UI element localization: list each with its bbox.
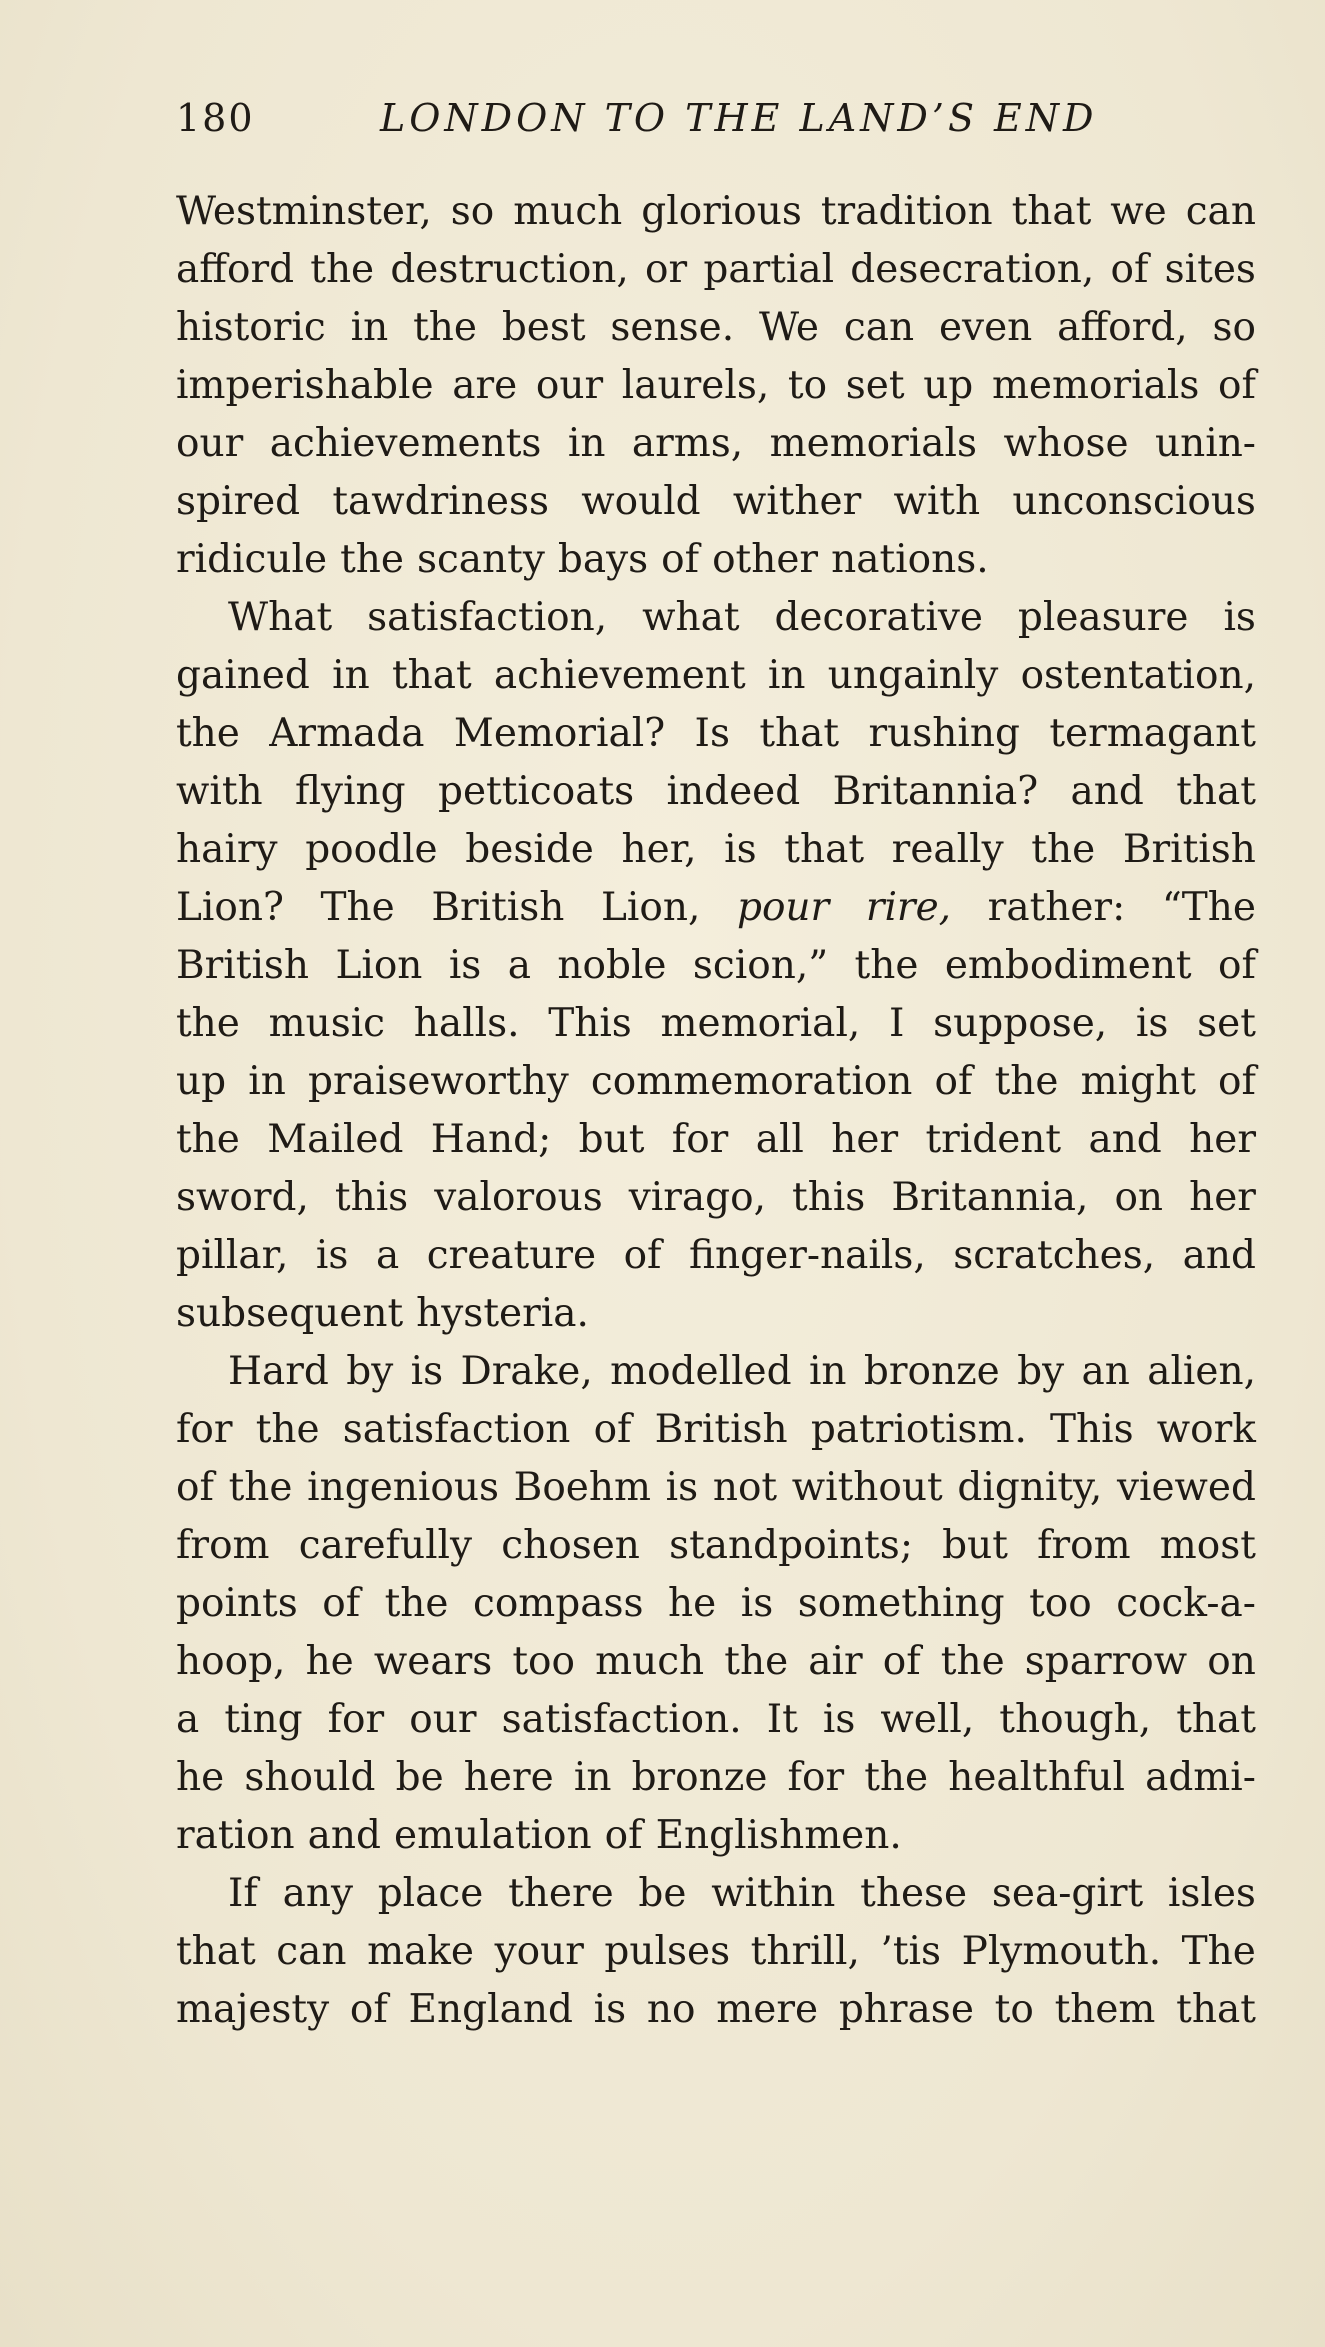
word: be xyxy=(638,1871,687,1916)
word: spired xyxy=(176,479,301,524)
word: destruction, xyxy=(390,247,629,292)
word: is xyxy=(1135,1001,1169,1046)
word: creature xyxy=(426,1233,597,1278)
word: is xyxy=(740,1581,774,1626)
text-line xyxy=(176,357,1256,415)
word: virago, xyxy=(628,1175,767,1220)
word: these xyxy=(860,1871,968,1916)
word: partial xyxy=(703,247,835,292)
word: bays xyxy=(557,537,649,582)
word: whose xyxy=(1003,421,1129,466)
text-line xyxy=(176,879,1256,937)
text-line xyxy=(176,1633,1256,1691)
word: of xyxy=(1218,363,1256,408)
word: phrase xyxy=(838,1987,974,2032)
word: It xyxy=(766,1697,798,1742)
word: up xyxy=(923,363,974,408)
word: the xyxy=(176,1001,240,1046)
word: memorials xyxy=(769,421,978,466)
text-line xyxy=(176,1285,1256,1343)
text-line xyxy=(176,821,1256,879)
word: of xyxy=(593,1407,632,1452)
word: satisfaction xyxy=(342,1407,571,1452)
text-line xyxy=(176,415,1256,473)
word: memorial, xyxy=(660,1001,861,1046)
text-line xyxy=(176,1517,1256,1575)
word: a xyxy=(375,1233,400,1278)
word: points xyxy=(176,1581,298,1626)
word: pleasure xyxy=(1017,595,1189,640)
word: or xyxy=(645,247,688,292)
word: that xyxy=(759,711,840,756)
word: our xyxy=(409,1697,477,1742)
word: British xyxy=(1122,827,1256,872)
word: to xyxy=(787,363,828,408)
word: of xyxy=(623,1233,662,1278)
text-line xyxy=(176,241,1256,299)
word: scratches, xyxy=(953,1233,1156,1278)
text-line xyxy=(176,1691,1256,1749)
text-line xyxy=(176,531,1256,589)
word: sites xyxy=(1164,247,1256,292)
word: in xyxy=(808,1349,847,1394)
word: ration xyxy=(176,1813,295,1858)
word: something xyxy=(797,1581,1005,1626)
word: her xyxy=(831,1117,899,1162)
word: is xyxy=(1223,595,1256,640)
word: too xyxy=(1029,1581,1092,1626)
word: of xyxy=(1218,943,1256,988)
word: a xyxy=(176,1697,200,1742)
word: Lion, xyxy=(601,885,701,930)
word: the xyxy=(413,305,477,350)
word: is xyxy=(315,1233,349,1278)
word: poodle xyxy=(305,827,438,872)
word: is xyxy=(448,943,482,988)
word: commemoration xyxy=(590,1059,913,1104)
word: the xyxy=(384,1581,449,1626)
word: “The xyxy=(1161,885,1256,930)
word: really xyxy=(891,827,1004,872)
word: of xyxy=(604,1813,643,1858)
word: mere xyxy=(716,1987,819,2032)
word: on xyxy=(1114,1175,1164,1220)
word: petticoats xyxy=(438,769,635,814)
word: ostentation, xyxy=(1020,653,1256,698)
word: them xyxy=(1054,1987,1156,2032)
word: Boehm xyxy=(513,1465,651,1510)
word: and xyxy=(1070,769,1144,814)
text-line xyxy=(176,937,1256,995)
word: with xyxy=(176,769,263,814)
word: suppose, xyxy=(933,1001,1108,1046)
word: nations. xyxy=(831,537,989,582)
word: though, xyxy=(999,1697,1152,1742)
word: rather: xyxy=(987,885,1126,930)
word: is xyxy=(593,1987,627,2032)
word: by xyxy=(1017,1349,1065,1394)
word: scion,” xyxy=(692,943,829,988)
word: the xyxy=(854,943,919,988)
word: Hard xyxy=(228,1349,329,1394)
word: indeed xyxy=(666,769,801,814)
word: imperishable xyxy=(176,363,434,408)
word: her xyxy=(1189,1175,1256,1220)
word: Is xyxy=(694,711,730,756)
word: any xyxy=(282,1871,353,1916)
word: achievement xyxy=(493,653,746,698)
word: can xyxy=(1185,189,1256,234)
word: for xyxy=(176,1407,233,1452)
word: arms, xyxy=(631,421,744,466)
word: historic xyxy=(176,305,326,350)
word: best xyxy=(501,305,586,350)
word: of xyxy=(322,1581,361,1626)
word: but xyxy=(578,1117,645,1162)
word: is xyxy=(410,1349,444,1394)
word: Memorial? xyxy=(453,711,666,756)
text-line xyxy=(176,1575,1256,1633)
word: termagant xyxy=(1049,711,1256,756)
word: British xyxy=(176,943,310,988)
word: all xyxy=(755,1117,804,1162)
word: no xyxy=(646,1987,696,2032)
word: make xyxy=(367,1929,475,1974)
word: afford, xyxy=(1057,305,1188,350)
word: Hand; xyxy=(430,1117,552,1162)
word: pillar, xyxy=(176,1233,289,1278)
word: for xyxy=(671,1117,729,1162)
word: the xyxy=(255,1407,320,1452)
word: decorative xyxy=(774,595,983,640)
word: This xyxy=(1050,1407,1134,1452)
word: is xyxy=(822,1697,856,1742)
word: in xyxy=(567,421,606,466)
word: air xyxy=(808,1639,863,1684)
text-line xyxy=(176,1053,1256,1111)
word: glorious xyxy=(641,189,802,234)
word: subsequent xyxy=(176,1291,404,1336)
word: is xyxy=(665,1465,699,1510)
word: with xyxy=(893,479,981,524)
word: of xyxy=(1218,1059,1256,1104)
word: there xyxy=(508,1871,614,1916)
word: the xyxy=(340,537,404,582)
word: can xyxy=(843,305,915,350)
word: sword, xyxy=(176,1175,309,1220)
text-line xyxy=(176,589,1256,647)
word: set xyxy=(1197,1001,1256,1046)
word: and xyxy=(307,1813,381,1858)
word: for xyxy=(327,1697,385,1742)
word: and xyxy=(1182,1233,1256,1278)
word: that xyxy=(1176,1697,1256,1742)
word: that xyxy=(784,827,865,872)
word: We xyxy=(759,305,819,350)
word: Westminster, xyxy=(176,189,432,234)
word: emulation xyxy=(393,1813,592,1858)
word: that xyxy=(1011,189,1092,234)
text-line xyxy=(176,1227,1256,1285)
word: of xyxy=(349,1987,388,2032)
word: compass xyxy=(472,1581,644,1626)
running-title: LONDON TO THE LAND’S END xyxy=(380,96,1098,140)
word: her, xyxy=(621,827,697,872)
word: isles xyxy=(1167,1871,1256,1916)
word: on xyxy=(1207,1639,1256,1684)
word: afford xyxy=(176,247,295,292)
word: trident xyxy=(925,1117,1062,1162)
word: a xyxy=(507,943,531,988)
text-line xyxy=(176,299,1256,357)
word: praiseworthy xyxy=(308,1059,569,1104)
word: hairy xyxy=(176,827,278,872)
word: dignity, xyxy=(957,1465,1103,1510)
word: valorous xyxy=(434,1175,603,1220)
text-line xyxy=(176,1401,1256,1459)
word: ting xyxy=(224,1697,303,1742)
word: without xyxy=(791,1465,943,1510)
word: this xyxy=(334,1175,409,1220)
word: in xyxy=(332,653,370,698)
word: cock-a- xyxy=(1116,1581,1256,1626)
word: standpoints; xyxy=(669,1523,913,1568)
word: the xyxy=(940,1639,1005,1684)
word: alien, xyxy=(1147,1349,1256,1394)
word: Britannia, xyxy=(891,1175,1089,1220)
word: What xyxy=(228,595,333,640)
text-line xyxy=(176,1923,1256,1981)
word: Mailed xyxy=(267,1117,404,1162)
word: sea-girt xyxy=(991,1871,1144,1916)
word: much xyxy=(513,189,623,234)
word: so xyxy=(450,189,495,234)
body-text xyxy=(176,183,1256,2039)
word: beside xyxy=(465,827,594,872)
word: bronze xyxy=(631,1755,768,1800)
word: pulses xyxy=(604,1929,731,1974)
word: so xyxy=(1212,305,1256,350)
text-line xyxy=(176,705,1256,763)
word: in xyxy=(248,1059,286,1104)
word: from xyxy=(176,1523,270,1568)
word: I xyxy=(889,1001,905,1046)
word: he xyxy=(305,1639,354,1684)
word: too xyxy=(512,1639,575,1684)
word: of xyxy=(934,1059,973,1104)
word: we xyxy=(1110,189,1167,234)
word: of xyxy=(882,1639,921,1684)
word: that xyxy=(391,653,472,698)
word: should xyxy=(244,1755,376,1800)
word: of xyxy=(176,1465,214,1510)
word: most xyxy=(1159,1523,1256,1568)
word: of xyxy=(1110,247,1149,292)
text-line xyxy=(176,1981,1256,2039)
word: achievements xyxy=(269,421,542,466)
word: sense. xyxy=(610,305,735,350)
word: what xyxy=(642,595,740,640)
word: scanty xyxy=(416,537,545,582)
word: healthful xyxy=(948,1755,1125,1800)
word: by xyxy=(346,1349,394,1394)
word: Englishmen. xyxy=(655,1813,902,1858)
word: the xyxy=(310,247,375,292)
word: the xyxy=(994,1059,1059,1104)
word: unconscious xyxy=(1012,479,1256,524)
word: hysteria. xyxy=(416,1291,589,1336)
word: tradition xyxy=(820,189,993,234)
word: from xyxy=(1037,1523,1131,1568)
word: place xyxy=(377,1871,484,1916)
word: ridicule xyxy=(176,537,328,582)
word: embodiment xyxy=(944,943,1192,988)
word: gained xyxy=(176,653,310,698)
word: sparrow xyxy=(1024,1639,1188,1684)
word: modelled xyxy=(610,1349,792,1394)
word: Plymouth. xyxy=(961,1929,1162,1974)
word: well, xyxy=(880,1697,975,1742)
word: England xyxy=(408,1987,573,2032)
word: can xyxy=(276,1929,347,1974)
word: he xyxy=(176,1755,225,1800)
word: music xyxy=(268,1001,386,1046)
word: other xyxy=(712,537,819,582)
word: admi- xyxy=(1145,1755,1256,1800)
word: rushing xyxy=(868,711,1020,756)
text-line xyxy=(176,1807,1256,1865)
word: in xyxy=(767,653,806,698)
word: British xyxy=(654,1407,788,1452)
text-line xyxy=(176,183,1256,241)
word: ’tis xyxy=(880,1929,942,1974)
word: her xyxy=(1189,1117,1256,1162)
text-line xyxy=(176,1111,1256,1169)
word: an xyxy=(1081,1349,1130,1394)
word: for xyxy=(787,1755,845,1800)
word: memorials xyxy=(991,363,1200,408)
word: the xyxy=(1031,827,1096,872)
word: This xyxy=(548,1001,632,1046)
word: the xyxy=(864,1755,929,1800)
word: is xyxy=(724,827,757,872)
text-line xyxy=(176,1459,1256,1517)
word: wither xyxy=(732,479,862,524)
text-line xyxy=(176,1749,1256,1807)
word: Armada xyxy=(269,711,425,756)
word: ungainly xyxy=(827,653,999,698)
word: rire, xyxy=(865,885,952,930)
word: he xyxy=(668,1581,717,1626)
word: Lion xyxy=(335,943,423,988)
word: within xyxy=(711,1871,836,1916)
word: The xyxy=(1181,1929,1256,1974)
text-line xyxy=(176,647,1256,705)
word: be xyxy=(395,1755,444,1800)
word: in xyxy=(350,305,389,350)
word: satisfaction. xyxy=(501,1697,742,1742)
word: British xyxy=(431,885,565,930)
word: satisfaction, xyxy=(367,595,608,640)
text-line xyxy=(176,1169,1256,1227)
text-line xyxy=(176,473,1256,531)
word: even xyxy=(938,305,1033,350)
word: not xyxy=(712,1465,778,1510)
word: noble xyxy=(557,943,667,988)
word: might xyxy=(1080,1059,1196,1104)
word: this xyxy=(792,1175,866,1220)
word: Britannia? xyxy=(832,769,1039,814)
text-line xyxy=(176,1865,1256,1923)
text-line xyxy=(176,995,1256,1053)
page-header xyxy=(176,96,1256,152)
word: your xyxy=(494,1929,584,1974)
word: the xyxy=(176,711,240,756)
word: Drake, xyxy=(460,1349,593,1394)
word: halls. xyxy=(413,1001,520,1046)
word: the xyxy=(176,1117,240,1162)
word: Lion? xyxy=(176,885,284,930)
text-line xyxy=(176,1343,1256,1401)
word: that xyxy=(1176,1987,1256,2032)
word: to xyxy=(994,1987,1034,2032)
word: The xyxy=(320,885,395,930)
word: unin- xyxy=(1154,421,1256,466)
word: work xyxy=(1156,1407,1256,1452)
word: bronze xyxy=(863,1349,1000,1394)
word: set xyxy=(845,363,905,408)
word: that xyxy=(1176,769,1256,814)
word: viewed xyxy=(1116,1465,1256,1510)
word: our xyxy=(535,363,604,408)
word: much xyxy=(595,1639,705,1684)
word: hoop, xyxy=(176,1639,286,1684)
text-line xyxy=(176,763,1256,821)
word: flying xyxy=(295,769,406,814)
word: up xyxy=(176,1059,227,1104)
word: and xyxy=(1088,1117,1162,1162)
word: would xyxy=(581,479,701,524)
word: are xyxy=(452,363,518,408)
word: here xyxy=(463,1755,554,1800)
word: of xyxy=(661,537,700,582)
word: If xyxy=(228,1871,258,1916)
word: pour xyxy=(736,885,830,930)
word: finger-nails, xyxy=(689,1233,926,1278)
word: carefully xyxy=(298,1523,473,1568)
word: patriotism. xyxy=(810,1407,1027,1452)
word: majesty xyxy=(176,1987,330,2032)
word: thrill, xyxy=(750,1929,860,1974)
page-number: 180 xyxy=(176,96,255,140)
word: the xyxy=(228,1465,293,1510)
word: chosen xyxy=(501,1523,640,1568)
word: tawdriness xyxy=(332,479,549,524)
word: in xyxy=(573,1755,612,1800)
word: wears xyxy=(373,1639,493,1684)
word: the xyxy=(724,1639,789,1684)
word: ingenious xyxy=(307,1465,499,1510)
word: laurels, xyxy=(621,363,770,408)
word: desecration, xyxy=(850,247,1095,292)
word: that xyxy=(176,1929,256,1974)
word: but xyxy=(942,1523,1008,1568)
word: our xyxy=(176,421,244,466)
